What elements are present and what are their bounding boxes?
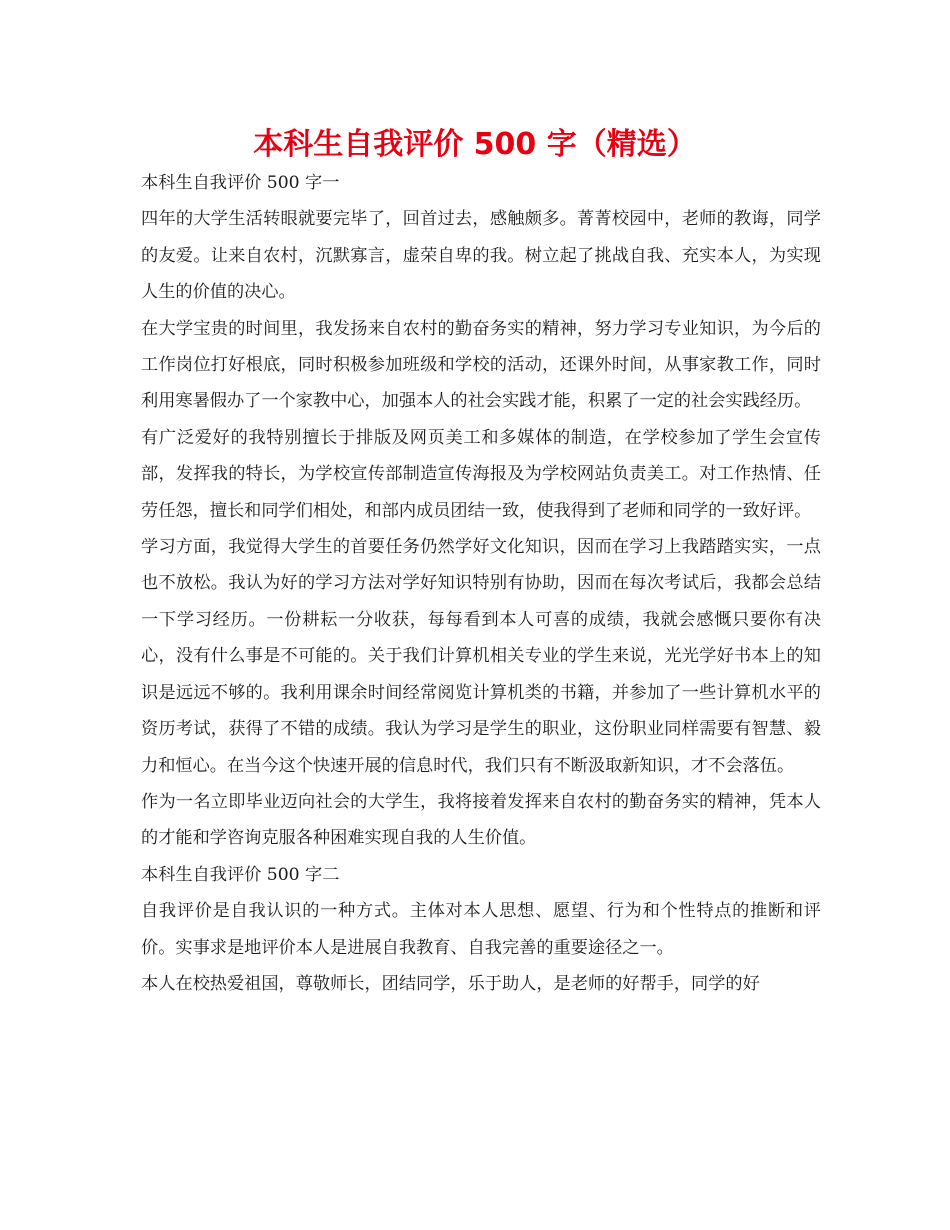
paragraph: 在大学宝贵的时间里，我发扬来自农村的勤奋务实的精神，努力学习专业知识，为今后的工作岗位打好根底，同时积极参加班级和学校的活动，还课外时间，从事家教工作，同时利用寒暑假办了一个家教中心，加强本人的社会实践才能，积累了一定的社会实践经历。 — [141, 318, 821, 412]
paragraph: 学习方面，我觉得大学生的首要任务仍然学好文化知识，因而在学习上我踏踏实实，一点也不放松。我认为好的学习方法对学好知识特别有协助，因而在每次考试后，我都会总结一下学习经历。一份耕耘一分收获，每每看到本人可喜的成绩，我就会感慨只要你有决心，没有什么事是不可能的。关于我们计算机相关专业的学生来说，光光学好书本上的知识是远远不够的。我利用课余时间经常阅览计算机类的书籍，并参加了一些计算机水平的资历考试，获得了不错的成绩。我认为学习是学生的职业，这份职业同样需要有智慧、毅力和恒心。在当今这个快速开展的信息时代，我们只有不断汲取新知识，才不会落伍。 — [141, 537, 821, 776]
section-heading-2: 本科生自我评价 500 字二 — [141, 864, 340, 885]
section-heading-1: 本科生自我评价 500 字一 — [141, 173, 340, 193]
document-body — [141, 165, 821, 1002]
paragraph: 有广泛爱好的我特别擅长于排版及网页美工和多媒体的制造，在学校参加了学生会宣传部，发挥我的特长，为学校宣传部制造宣传海报及为学校网站负责美工。对工作热情、任劳任怨，擅长和同学们相处，和部内成员团结一致，使我得到了老师和同学的一致好评。 — [141, 427, 821, 521]
paragraph: 自我评价是自我认识的一种方式。主体对本人思想、愿望、行为和个性特点的推断和评价。实事求是地评价本人是进展自我教育、自我完善的重要途径之一。 — [141, 901, 821, 958]
paragraph: 四年的大学生活转眼就要完毕了，回首过去，感触颇多。菁菁校园中，老师的教诲，同学的友爱。让来自农村，沉默寡言，虚荣自卑的我。树立起了挑战自我、充实本人，为实现人生的价值的决心。 — [141, 209, 821, 303]
document-title: 本科生自我评价 500 字（精选） — [253, 127, 697, 162]
paragraph: 本人在校热爱祖国，尊敬师长，团结同学，乐于助人，是老师的好帮手，同学的好 — [141, 973, 760, 994]
paragraph: 作为一名立即毕业迈向社会的大学生，我将接着发挥来自农村的勤奋务实的精神，凭本人的才能和学咨询克服各种困难实现自我的人生价值。 — [141, 791, 821, 849]
